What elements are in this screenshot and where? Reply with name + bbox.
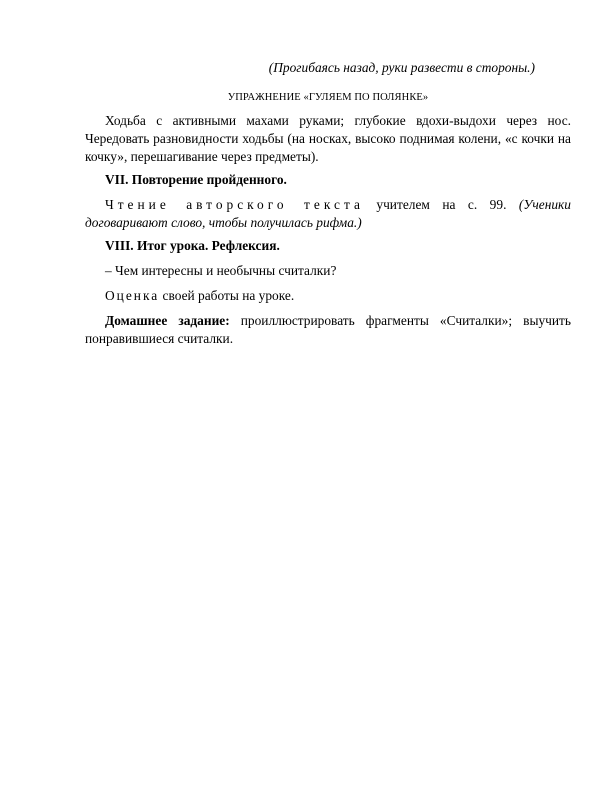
section-8-heading: VIII. Итог урока. Рефлексия. xyxy=(105,238,280,253)
exercise-description: Ходьба с активными махами руками; глубокие вдохи-выдохи через нос. Чередовать разновидности ходьбы (на носках, высоко поднимая колени, «с кочки на кочку», перешагивание через предметы). xyxy=(85,113,571,164)
reading-paragraph xyxy=(85,196,571,232)
assessment-line xyxy=(85,287,571,305)
reflection-question: – Чем интересны и необычны считалки? xyxy=(105,263,337,278)
assessment-rest-text: своей работы на уроке. xyxy=(159,288,295,303)
page-content xyxy=(85,59,571,353)
exercise-title: УПРАЖНЕНИЕ «ГУЛЯЕМ ПО ПОЛЯНКЕ» xyxy=(227,92,429,103)
homework-paragraph xyxy=(85,312,571,348)
section-7-heading: VII. Повторение пройденного. xyxy=(105,172,287,187)
homework-text: проиллюстрировать фрагменты «Считалки»; выучить понравившиеся считалки. xyxy=(85,313,571,346)
epigraph-instruction: (Прогибаясь назад, руки развести в стороны.) xyxy=(268,60,535,75)
reading-spaced-text: Чтение авторского текста xyxy=(105,197,364,212)
assessment-spaced-text: Оценка xyxy=(105,288,160,303)
reading-note: (Ученики договаривают слово, чтобы получилась рифма.) xyxy=(85,197,571,230)
homework-label: Домашнее задание: xyxy=(105,313,230,328)
reading-rest-text: учителем на с. 99. xyxy=(363,197,519,212)
